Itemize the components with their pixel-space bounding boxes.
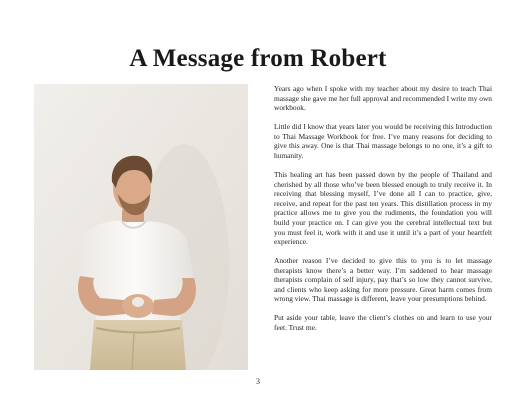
author-photo <box>34 84 248 370</box>
page-title: A Message from Robert <box>129 45 387 72</box>
author-photo-illustration <box>34 84 248 370</box>
paragraph-3: This healing art has been passed down by the people of Thailand and cherished by all those who’ve been blessed enough to truly receive it. In receiving that blessing myself, I’ve done all I can to practice, give, receive, and repeat for the past ten years. This distillation process in my practice allows me to give you the rudiments, the foundation you will build your practice on. I can give you the cerebral intellectual text but you must feel it, work with it and use it until it’s a part of your heartfelt experience. <box>274 169 492 247</box>
message-body <box>274 84 492 342</box>
page-number: 3 <box>256 377 260 386</box>
paragraph-5: Put aside your table, leave the client’s clothes on and learn to use your feet. Trust me. <box>274 313 492 333</box>
paragraph-1: Years ago when I spoke with my teacher about my desire to teach Thai massage she gave me her full approval and recommended I write my own workbook. <box>274 84 492 113</box>
paragraph-4: Another reason I’ve decided to give this to you is to let massage therapists know there’s a better way. I’m saddened to hear massage therapists complain of self injury, pay that’s so low they cannot survive, and clients who keep asking for more pressure. Great harm comes from wrong view. Thai massage is different, leave your presumptions behind. <box>274 256 492 304</box>
paragraph-2: Little did I know that years later you would be receiving this Introduction to Thai Massage Workbook for free. I’ve many reasons for deciding to give this away. One is that Thai massage belongs to no one, it’s a gift to humanity. <box>274 122 492 160</box>
